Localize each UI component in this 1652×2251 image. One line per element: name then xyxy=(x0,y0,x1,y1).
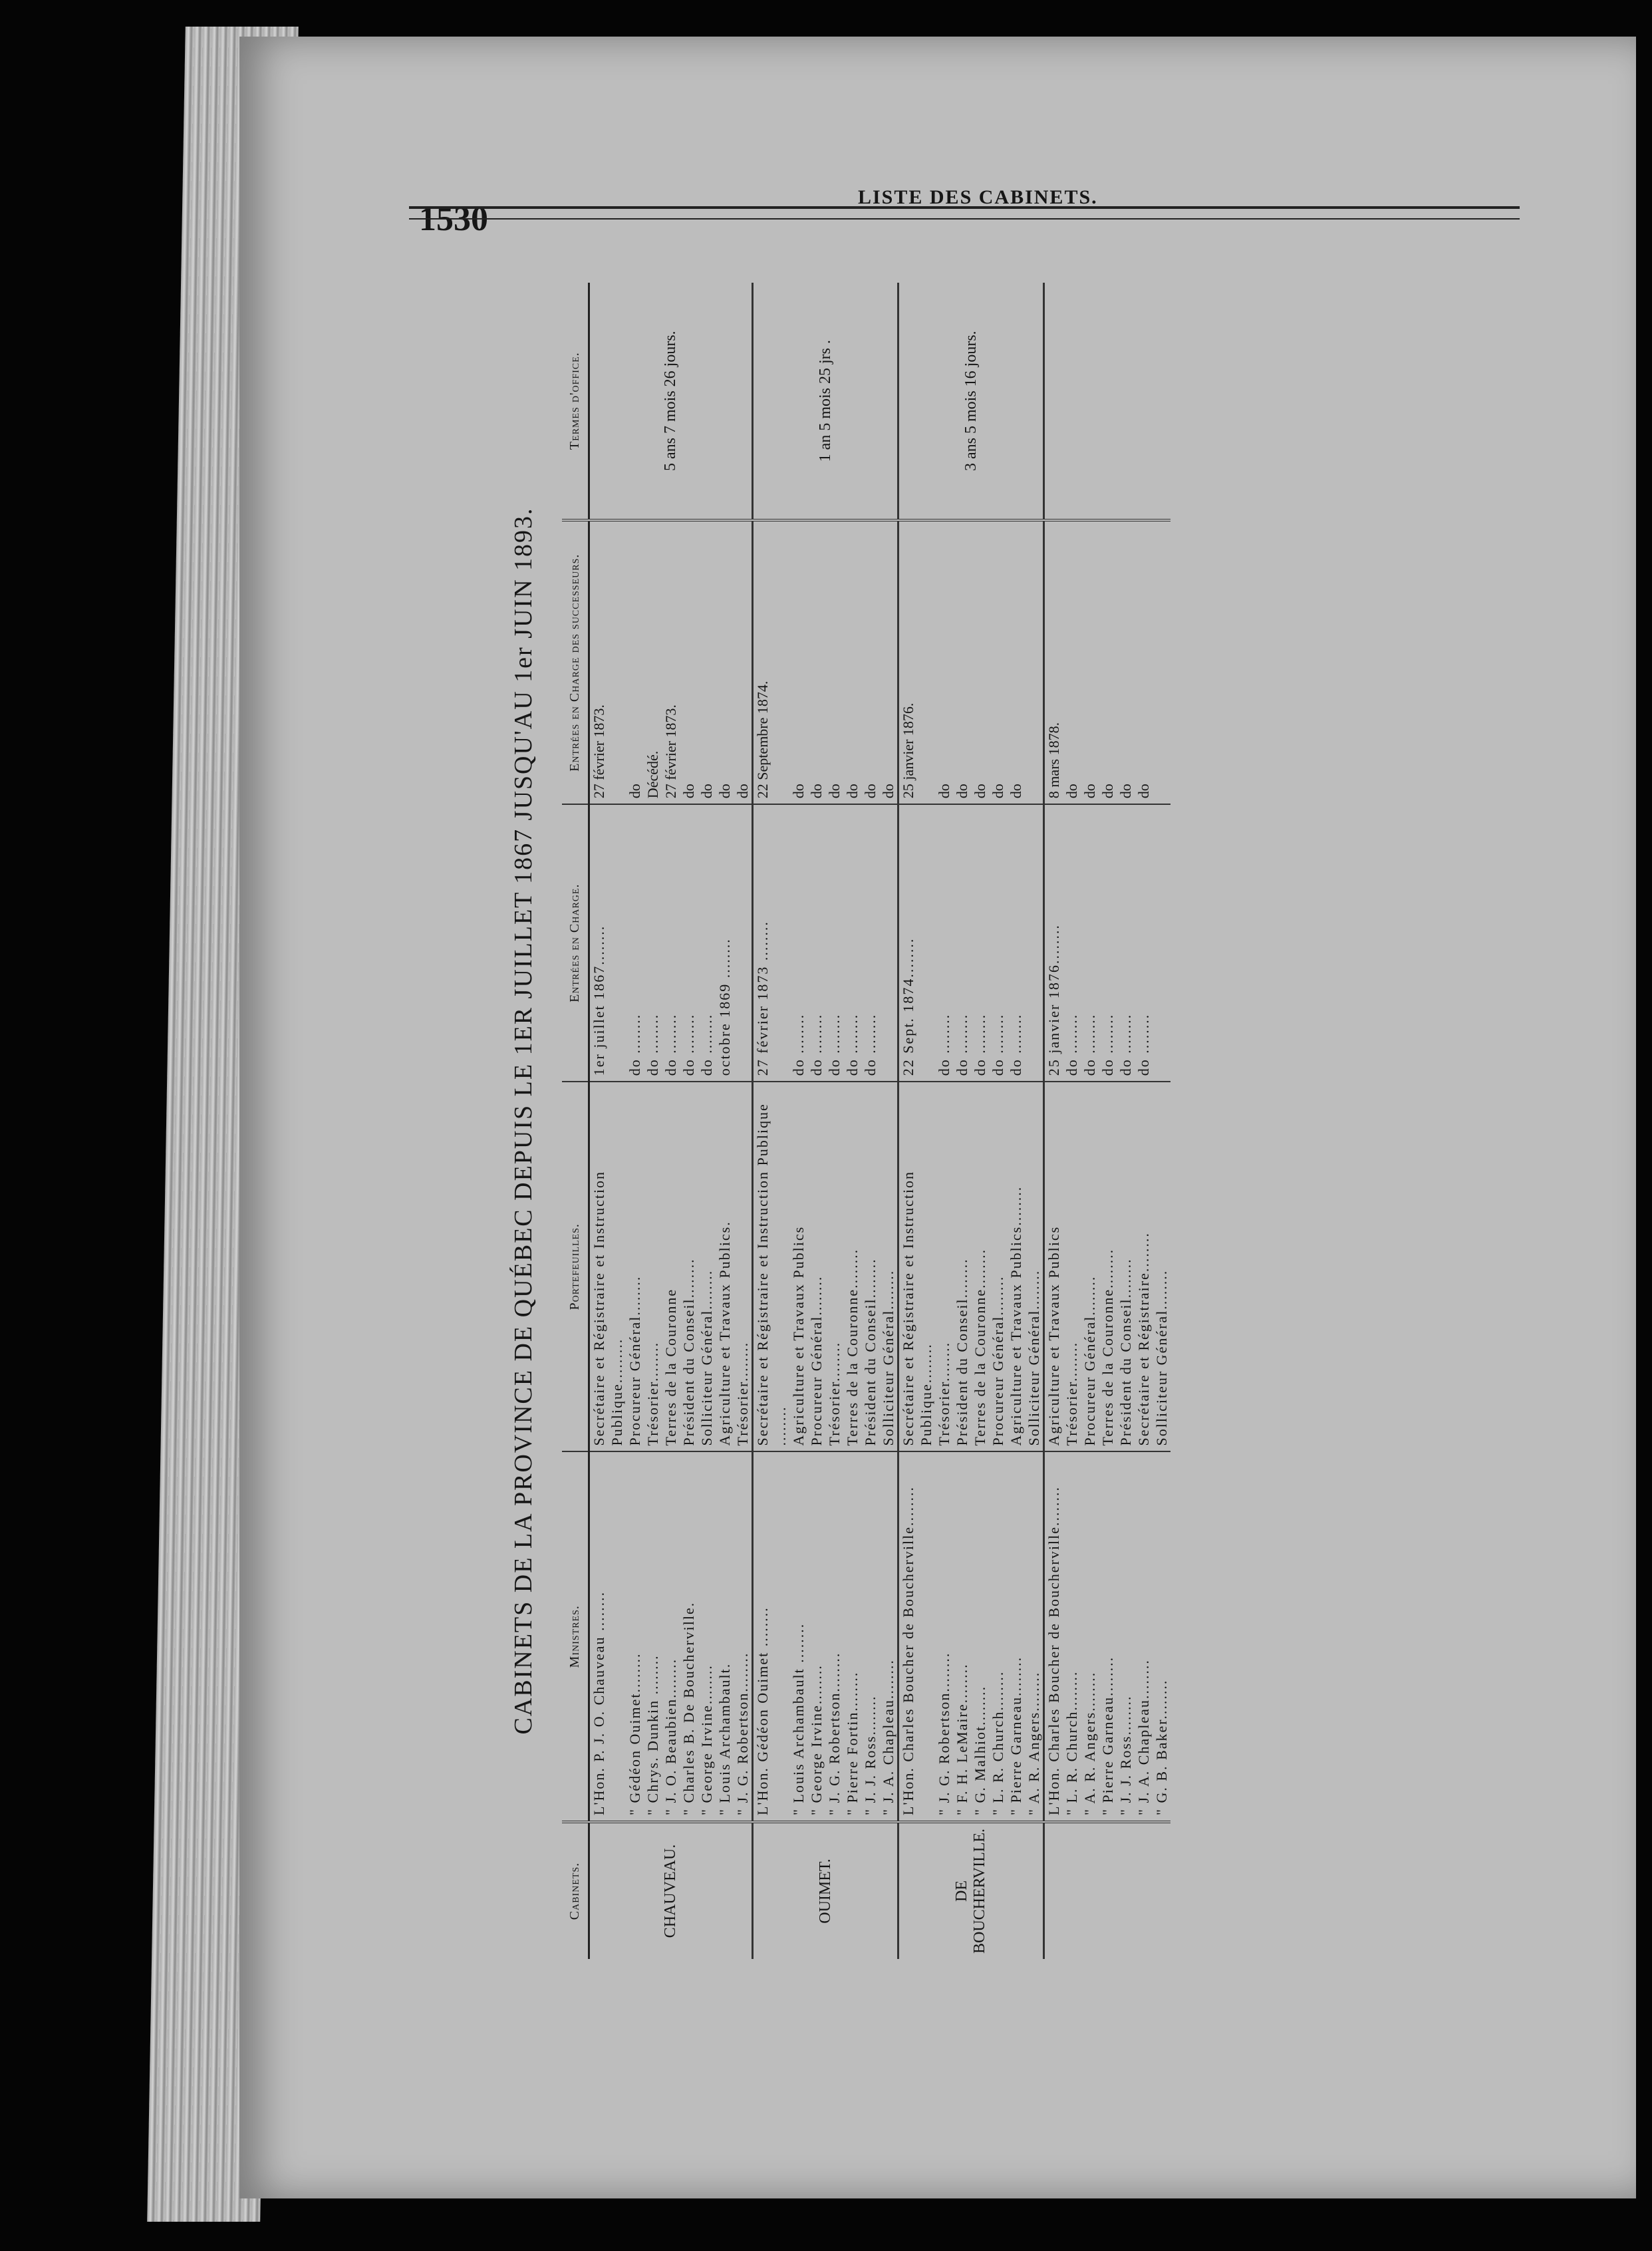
portfolio: Terres de la Couronne........ xyxy=(1099,1082,1117,1451)
entry-date: do ........ xyxy=(662,804,680,1082)
successor-entry-date: do xyxy=(1117,520,1135,804)
table-title: CABINETS DE LA PROVINCE DE QUÉBEC DEPUIS LE 1ER JUILLET 1867 JUSQU'AU 1er JUIN 1893. xyxy=(509,507,537,1735)
successor-entry-date: do xyxy=(1099,520,1117,804)
table-row xyxy=(1135,283,1153,1959)
successor-entry-date: do xyxy=(680,520,698,804)
successor-entry-date: do xyxy=(1081,520,1099,804)
cabinet-name xyxy=(1044,1822,1171,1959)
entry-date: do ........ xyxy=(861,804,879,1082)
minister-name: " A. R. Angers........ xyxy=(1081,1451,1099,1821)
portfolio: Trésorier........ xyxy=(644,1082,662,1451)
minister-name: " Louis Archambault. xyxy=(716,1451,734,1821)
table-row xyxy=(989,283,1007,1959)
portfolio: Procureur Général........ xyxy=(626,1082,644,1451)
table-row xyxy=(644,283,662,1959)
entry-date: do ........ xyxy=(680,804,698,1082)
portfolio: Trésorier........ xyxy=(734,1082,753,1451)
entry-date: do ........ xyxy=(1135,804,1153,1082)
successor-entry-date: do xyxy=(935,520,953,804)
successor-entry-date: 27 février 1873. xyxy=(589,520,626,804)
header-row xyxy=(562,283,589,1959)
entry-date: do ........ xyxy=(935,804,953,1082)
successor-entry-date xyxy=(1153,520,1170,804)
successor-entry-date: do xyxy=(734,520,753,804)
successor-entry-date: do xyxy=(1007,520,1025,804)
successor-entry-date: do xyxy=(989,520,1007,804)
entry-date: octobre 1869 ........ xyxy=(716,804,734,1082)
table-row xyxy=(1063,283,1081,1959)
successor-entry-date: 25 janvier 1876. xyxy=(898,520,936,804)
minister-name: " Pierre Fortin........ xyxy=(843,1451,861,1821)
successor-entry-date: do xyxy=(789,520,807,804)
minister-name: " L. R. Church........ xyxy=(1063,1451,1081,1821)
portfolio: Solliciteur Général........ xyxy=(1025,1082,1044,1451)
entry-date: do ........ xyxy=(953,804,971,1082)
table-row xyxy=(898,283,936,1959)
entry-date: do ........ xyxy=(807,804,825,1082)
cabinets-table xyxy=(562,283,1170,1959)
minister-name: " Gédéon Ouimet........ xyxy=(626,1451,644,1821)
table-row xyxy=(662,283,680,1959)
entry-date: do ........ xyxy=(789,804,807,1082)
portfolio: Président du Conseil........ xyxy=(680,1082,698,1451)
successor-entry-date: do xyxy=(716,520,734,804)
successor-entry-date xyxy=(1025,520,1044,804)
successor-entry-date: do xyxy=(861,520,879,804)
table-row xyxy=(953,283,971,1959)
table-row xyxy=(935,283,953,1959)
minister-name: " F. H. LeMaire........ xyxy=(953,1451,971,1821)
minister-name: " Pierre Garneau........ xyxy=(1007,1451,1025,1821)
table-row xyxy=(971,283,989,1959)
table-row xyxy=(843,283,861,1959)
entry-date xyxy=(879,804,898,1082)
table-row xyxy=(1153,283,1170,1959)
entry-date xyxy=(1025,804,1044,1082)
entry-date: do ........ xyxy=(1007,804,1025,1082)
successor-entry-date: 22 Septembre 1874. xyxy=(753,520,790,804)
table-row xyxy=(698,283,716,1959)
portfolio: Président du Conseil........ xyxy=(953,1082,971,1451)
portfolio: Terres de la Couronne........ xyxy=(843,1082,861,1451)
portfolio: Terres de la Couronne xyxy=(662,1082,680,1451)
entry-date: do ........ xyxy=(1063,804,1081,1082)
entry-date: do ........ xyxy=(644,804,662,1082)
minister-name: " J. A. Chapleau........ xyxy=(879,1451,898,1821)
portfolio: Secrétaire et Régistraire et Instruction Publique ........ xyxy=(753,1082,790,1451)
table-row xyxy=(861,283,879,1959)
minister-name: " George Irvine........ xyxy=(698,1451,716,1821)
portfolio: Terres de la Couronne........ xyxy=(971,1082,989,1451)
portfolio: Président du Conseil........ xyxy=(1117,1082,1135,1451)
col-ministres: Ministres. xyxy=(562,1451,589,1821)
successor-entry-date: do xyxy=(843,520,861,804)
minister-name: L'Hon. Charles Boucher de Boucherville........ xyxy=(1044,1451,1063,1821)
minister-name: " J. J. Ross........ xyxy=(1117,1451,1135,1821)
successor-entry-date: Décédé. xyxy=(644,520,662,804)
entry-date: do ........ xyxy=(1081,804,1099,1082)
rotated-table-block xyxy=(509,283,1486,1959)
minister-name: " J. O. Beaubien........ xyxy=(662,1451,680,1821)
entry-date: do ........ xyxy=(825,804,843,1082)
entry-date: 1er juillet 1867........ xyxy=(589,804,626,1082)
portfolio: Procureur Général........ xyxy=(989,1082,1007,1451)
table-row xyxy=(716,283,734,1959)
entry-date: do ........ xyxy=(626,804,644,1082)
table-row xyxy=(1081,283,1099,1959)
successor-entry-date: do xyxy=(825,520,843,804)
minister-name: " J. G. Robertson........ xyxy=(825,1451,843,1821)
entry-date xyxy=(734,804,753,1082)
minister-name: L'Hon. P. J. O. Chauveau ........ xyxy=(589,1451,626,1821)
cabinet-name: DE BOUCHERVILLE. xyxy=(898,1822,1044,1959)
col-successeurs: Entrées en Charge des successeurs. xyxy=(562,520,589,804)
minister-name: " L. R. Church........ xyxy=(989,1451,1007,1821)
table-row xyxy=(1099,283,1117,1959)
entry-date xyxy=(1153,804,1170,1082)
table-row xyxy=(589,283,626,1959)
successor-entry-date: do xyxy=(698,520,716,804)
table-row xyxy=(789,283,807,1959)
successor-entry-date: 8 mars 1878. xyxy=(1044,520,1063,804)
entry-date: do ........ xyxy=(1099,804,1117,1082)
cabinet-name: CHAUVEAU. xyxy=(589,1822,753,1959)
entry-date: 25 janvier 1876........ xyxy=(1044,804,1063,1082)
portfolio: Trésorier........ xyxy=(825,1082,843,1451)
portfolio: Agriculture et Travaux Publics xyxy=(1044,1082,1063,1451)
minister-name: " G. B. Baker........ xyxy=(1153,1451,1170,1821)
col-termes: Termes d'office. xyxy=(562,283,589,520)
table-row xyxy=(1007,283,1025,1959)
entry-date: do ........ xyxy=(989,804,1007,1082)
portfolio: Agriculture et Travaux Publics........ xyxy=(1007,1082,1025,1451)
minister-name: " J. J. Ross........ xyxy=(861,1451,879,1821)
minister-name: " Louis Archambault ........ xyxy=(789,1451,807,1821)
cabinet-name: OUIMET. xyxy=(753,1822,898,1959)
table-row xyxy=(753,283,790,1959)
entry-date: do ........ xyxy=(698,804,716,1082)
minister-name: " Chrys. Dunkin ........ xyxy=(644,1451,662,1821)
table-row xyxy=(734,283,753,1959)
minister-name: " G. Malhiot........ xyxy=(971,1451,989,1821)
running-header: LISTE DES CABINETS. xyxy=(858,186,1098,208)
portfolio: Secrétaire et Régistraire et Instruction Publique........ xyxy=(898,1082,936,1451)
successor-entry-date: do xyxy=(879,520,898,804)
header-rule xyxy=(409,206,1520,220)
term-of-office: 1 an 5 mois 25 jrs . xyxy=(753,283,898,520)
successor-entry-date: do xyxy=(971,520,989,804)
entry-date: do ........ xyxy=(843,804,861,1082)
successor-entry-date: do xyxy=(1135,520,1153,804)
table-row xyxy=(825,283,843,1959)
table-row xyxy=(807,283,825,1959)
portfolio: Solliciteur Général........ xyxy=(698,1082,716,1451)
page-number: 1530 xyxy=(419,200,488,238)
portfolio: Solliciteur Général........ xyxy=(1153,1082,1170,1451)
col-cabinets: Cabinets. xyxy=(562,1822,589,1959)
minister-name: " Pierre Garneau........ xyxy=(1099,1451,1117,1821)
portfolio: Agriculture et Travaux Publics xyxy=(789,1082,807,1451)
minister-name: L'Hon. Charles Boucher de Boucherville........ xyxy=(898,1451,936,1821)
successor-entry-date: do xyxy=(626,520,644,804)
term-of-office: 5 ans 7 mois 26 jours. xyxy=(589,283,753,520)
portfolio: Solliciteur Général........ xyxy=(879,1082,898,1451)
term-of-office: 3 ans 5 mois 16 jours. xyxy=(898,283,1044,520)
portfolio: Procureur Général........ xyxy=(1081,1082,1099,1451)
successor-entry-date: do xyxy=(807,520,825,804)
portfolio: Trésorier........ xyxy=(1063,1082,1081,1451)
portfolio: Agriculture et Travaux Publics. xyxy=(716,1082,734,1451)
portfolio: Procureur Général........ xyxy=(807,1082,825,1451)
table-row xyxy=(1044,283,1063,1959)
table-row xyxy=(879,283,898,1959)
table-row xyxy=(1117,283,1135,1959)
successor-entry-date: do xyxy=(1063,520,1081,804)
minister-name: " J. G. Robertson........ xyxy=(734,1451,753,1821)
portfolio: Trésorier........ xyxy=(935,1082,953,1451)
entry-date: do ........ xyxy=(1117,804,1135,1082)
table-row xyxy=(626,283,644,1959)
minister-name: L'Hon. Gédéon Ouimet ........ xyxy=(753,1451,790,1821)
minister-name: " Charles B. De Boucherville. xyxy=(680,1451,698,1821)
minister-name: " George Irvine........ xyxy=(807,1451,825,1821)
minister-name: " A. R. Angers........ xyxy=(1025,1451,1044,1821)
table-row xyxy=(680,283,698,1959)
portfolio: Secrétaire et Régistraire et Instruction Publique......... xyxy=(589,1082,626,1451)
successor-entry-date: 27 février 1873. xyxy=(662,520,680,804)
entry-date: 22 Sept. 1874........ xyxy=(898,804,936,1082)
col-entrees: Entrées en Charge. xyxy=(562,804,589,1082)
portfolio: Président du Conseil........ xyxy=(861,1082,879,1451)
col-portefeuilles: Portefeuilles. xyxy=(562,1082,589,1451)
term-of-office xyxy=(1044,283,1171,520)
portfolio: Secrétaire et Régistraire........ xyxy=(1135,1082,1153,1451)
successor-entry-date: do xyxy=(953,520,971,804)
minister-name: " J. A. Chapleau........ xyxy=(1135,1451,1153,1821)
entry-date: 27 février 1873 ........ xyxy=(753,804,790,1082)
minister-name: " J. G. Robertson........ xyxy=(935,1451,953,1821)
table-row xyxy=(1025,283,1044,1959)
entry-date: do ........ xyxy=(971,804,989,1082)
